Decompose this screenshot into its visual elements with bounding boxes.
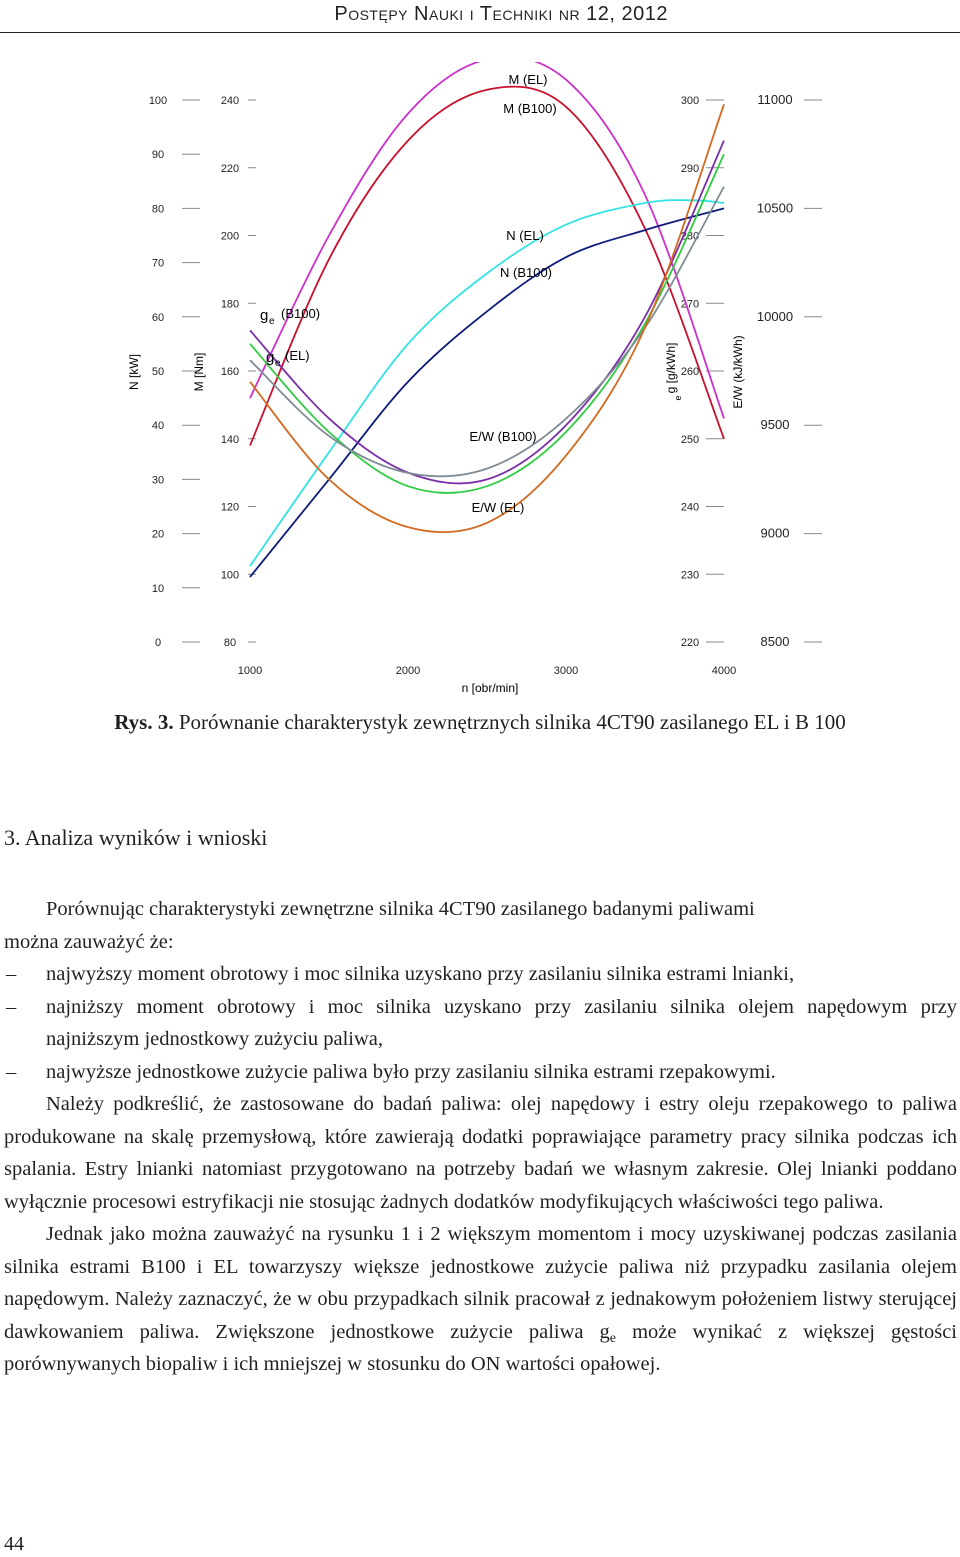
intro-line-2: można zauważyć że: (4, 930, 174, 953)
x-tick-label: 2000 (395, 665, 421, 677)
list-item-text: najniższy moment obrotowy i moc silnika uzyskano przy zasilaniu silnika olejem napędowym przy najniższym jednostkowy zużyciu paliwa, (46, 995, 957, 1050)
tick-label: 8500 (760, 634, 790, 649)
list-dash: – (6, 995, 17, 1018)
series-line-n-b100 (250, 208, 724, 577)
tick-label: 220 (220, 162, 240, 175)
tick-label: 9500 (760, 417, 790, 433)
axis-label-ge: g [g/kWh] (664, 342, 678, 394)
tick-label: 40 (151, 420, 165, 433)
x-tick-label: 3000 (553, 665, 579, 677)
tick-label: 100 (148, 95, 168, 107)
tick-label: 30 (151, 474, 165, 487)
tick-label: 250 (680, 433, 700, 446)
label-m-b100: M (B100) (503, 101, 557, 116)
paragraph-2: Należy podkreślić, że zastosowane do badań paliwa: olej napędowy i estry oleju rzepakowego to paliwa produkowane na skalę przemysłową, które zawierają dodatki poprawiające parametry pracy silnika podczas ich spalania. Estry lnianki natomiast przygotowano na potrzeby badań we własnym zakresie. Olej lnianki poddano wyłącznie procesowi estryfikacji nie stosując żadnych dodatków modyfikujących właściwości tego paliwa. (4, 1093, 957, 1213)
paragraph-3 (4, 1218, 957, 1381)
axis-label-x: n [obr/min] (461, 681, 519, 695)
label-m-el: M (EL) (508, 72, 548, 87)
tick-label: 90 (151, 149, 165, 162)
paragraph-3-part-a: Jednak jako można zauważyć na rysunku 1 i 2 większym momentom i mocy uzyskiwanej podczas zasilania silnika estrami B100 i EL towarzyszy większe jednostkowe zużycie paliwa niż przypadku zasilania olejem napędowym. Należy zaznaczyć, że w obu przypadkach silnik pracował z jednakowym położeniem listwy sterującej dawkowaniem paliwa. Zwiększone jednostkowe zużycie paliwa g (4, 1223, 957, 1343)
tick-label: 140 (220, 433, 240, 446)
tick-label: 80 (151, 203, 165, 216)
label-ew-b100: E/W (B100) (469, 429, 537, 444)
paragraph-3-part-b: może wynikać z większej gęstości porównywanych biopaliw i ich mniejszej w stosunku do ON wartości opałowej. (4, 1320, 957, 1375)
axis-label-ge-sub: e (673, 395, 683, 401)
label-ge-b100-sub: e (269, 316, 275, 327)
tick-label: 50 (151, 366, 165, 378)
tick-label: 9000 (760, 525, 790, 541)
tick-label: 290 (680, 162, 700, 175)
axis-label-n: N [kW] (127, 354, 141, 390)
tick-label: 0 (154, 637, 162, 649)
label-ge-el-prefix: g (266, 349, 275, 366)
tick-label: 10 (151, 582, 165, 595)
tick-label: 100 (220, 569, 240, 582)
ge-subscript: e (609, 1330, 617, 1346)
tick-label: 300 (680, 95, 700, 107)
label-ge-el: (EL) (285, 348, 310, 363)
chart-labels (127, 72, 745, 695)
label-n-el: N (EL) (506, 228, 544, 243)
series-line-m-el (250, 62, 724, 418)
axis-label-m: M [Nm] (192, 352, 206, 392)
list-item (4, 958, 957, 991)
tick-label: 80 (223, 637, 237, 649)
intro-line-1: Porównując charakterystyki zewnętrzne silnika 4CT90 zasilanego badanymi paliwami (46, 898, 755, 920)
tick-label: 200 (220, 230, 240, 243)
tick-label: 260 (680, 366, 700, 378)
tick-label: 60 (151, 311, 165, 324)
tick-label: 240 (680, 501, 700, 514)
series-line-m-b100 (250, 87, 724, 446)
x-tick-label: 1000 (237, 665, 263, 677)
axis-ticks (149, 92, 822, 677)
tick-label: 11000 (757, 92, 793, 107)
page-header (0, 0, 960, 34)
tick-label: 20 (151, 528, 165, 541)
label-ge-b100: (B100) (281, 306, 321, 321)
caption-text: Porównanie charakterystyk zewnętrznych silnika 4CT90 zasilanego EL i B 100 (173, 710, 846, 734)
tick-label: 280 (680, 230, 700, 243)
list-item-text: najwyższy moment obrotowy i moc silnika uzyskano przy zasilaniu silnika estrami lnianki, (46, 963, 795, 985)
label-ge-b100-prefix: g (260, 307, 269, 324)
tick-label: 240 (220, 95, 240, 107)
tick-label: 160 (220, 366, 240, 378)
tick-label: 220 (680, 637, 700, 649)
engine-characteristics-chart (0, 62, 960, 702)
tick-label: 10500 (756, 200, 794, 216)
figure-caption (0, 710, 960, 735)
label-ge-el-sub: e (275, 358, 281, 369)
tick-label: 230 (680, 569, 700, 582)
list-dash: – (6, 1060, 17, 1083)
tick-label: 120 (220, 501, 240, 514)
list-item-text: najwyższe jednostkowe zużycie paliwa było przy zasilaniu silnika estrami rzepakowymi. (46, 1060, 776, 1083)
list-item (4, 991, 957, 1056)
section-title: 3. Analiza wyników i wnioski (4, 825, 268, 850)
caption-label: Rys. 3. (114, 710, 174, 734)
label-ew-el: E/W (EL) (471, 500, 525, 515)
list-item (4, 1056, 957, 1089)
body-text (4, 893, 957, 1381)
x-tick-label: 4000 (711, 665, 737, 677)
tick-label: 10000 (756, 308, 794, 324)
label-n-b100: N (B100) (499, 265, 553, 280)
page-number: 44 (4, 1533, 24, 1555)
list-dash: – (6, 963, 17, 985)
journal-title: Postępy Nauki i Techniki nr 12, 2012 (334, 3, 668, 25)
axis-label-ew: E/W (kJ/kWh) (731, 335, 745, 409)
tick-label: 270 (680, 298, 700, 311)
tick-label: 70 (151, 257, 165, 270)
tick-label: 180 (220, 298, 240, 311)
header-rule (0, 32, 960, 33)
